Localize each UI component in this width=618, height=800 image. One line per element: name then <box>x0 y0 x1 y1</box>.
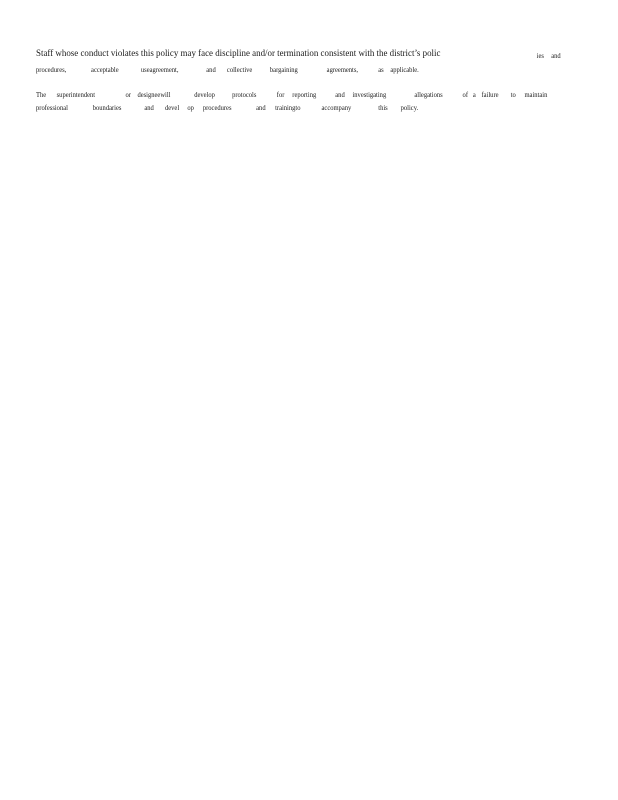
paragraph-1-word: collective <box>226 65 253 74</box>
paragraph-2-word: superintendent <box>56 90 96 99</box>
paragraph-2-word: and <box>335 90 345 99</box>
paragraph-1-line-1-tail <box>0 50 561 61</box>
paragraph-1-word: agreements, <box>326 65 359 74</box>
paragraph-1-line-2 <box>36 64 518 75</box>
paragraph-1-word: and <box>206 65 216 74</box>
paragraph-2-word: designeewill <box>137 90 171 99</box>
paragraph-2-word: reporting <box>292 90 317 99</box>
paragraph-2-line-2 <box>36 102 518 113</box>
paragraph-2-word: for <box>276 90 285 99</box>
paragraph-2-word: The <box>36 90 47 99</box>
paragraph-1-word: bargaining <box>269 65 298 74</box>
paragraph-2-word: develop <box>194 90 215 99</box>
paragraph-2-word: and <box>256 103 266 112</box>
paragraph-2-word: accompany <box>321 103 352 112</box>
paragraph-2-word: devel <box>165 103 180 112</box>
paragraph-2-word: failure <box>481 90 499 99</box>
paragraph-1-text-main: Staff whose conduct violates this policy may face discipline and/or termination consistent with the district’s polic <box>36 48 441 59</box>
paragraph-1-word: applicable. <box>390 65 419 74</box>
paragraph-2-word: or <box>125 90 131 99</box>
paragraph-2-word: procedures <box>202 103 232 112</box>
paragraph-1-word: useagreement, <box>140 65 179 74</box>
paragraph-2-word: maintain <box>524 90 548 99</box>
paragraph-2-word: policy. <box>400 103 419 112</box>
paragraph-2-word: boundaries <box>92 103 122 112</box>
paragraph-1-word: as <box>378 65 384 74</box>
paragraph-1-word: and <box>551 51 561 60</box>
paragraph-2-word: to <box>510 90 516 99</box>
paragraph-2-word: protocols <box>232 90 257 99</box>
paragraph-2-word: trainingto <box>275 103 301 112</box>
paragraph-1-word: procedures, <box>36 65 67 74</box>
paragraph-2-word: and <box>144 103 154 112</box>
paragraph-2-word: allegations <box>414 90 443 99</box>
paragraph-2-word: of <box>462 90 469 99</box>
paragraph-1-word: ies <box>536 51 544 60</box>
paragraph-2-word: this <box>378 103 388 112</box>
paragraph-2-word: investigating <box>352 90 387 99</box>
paragraph-2-line-1 <box>36 89 548 100</box>
paragraph-2-word: a <box>472 90 476 99</box>
paragraph-2-word: professional <box>36 103 68 112</box>
paragraph-1-word: acceptable <box>91 65 119 74</box>
paragraph-2-word: op <box>187 103 194 112</box>
